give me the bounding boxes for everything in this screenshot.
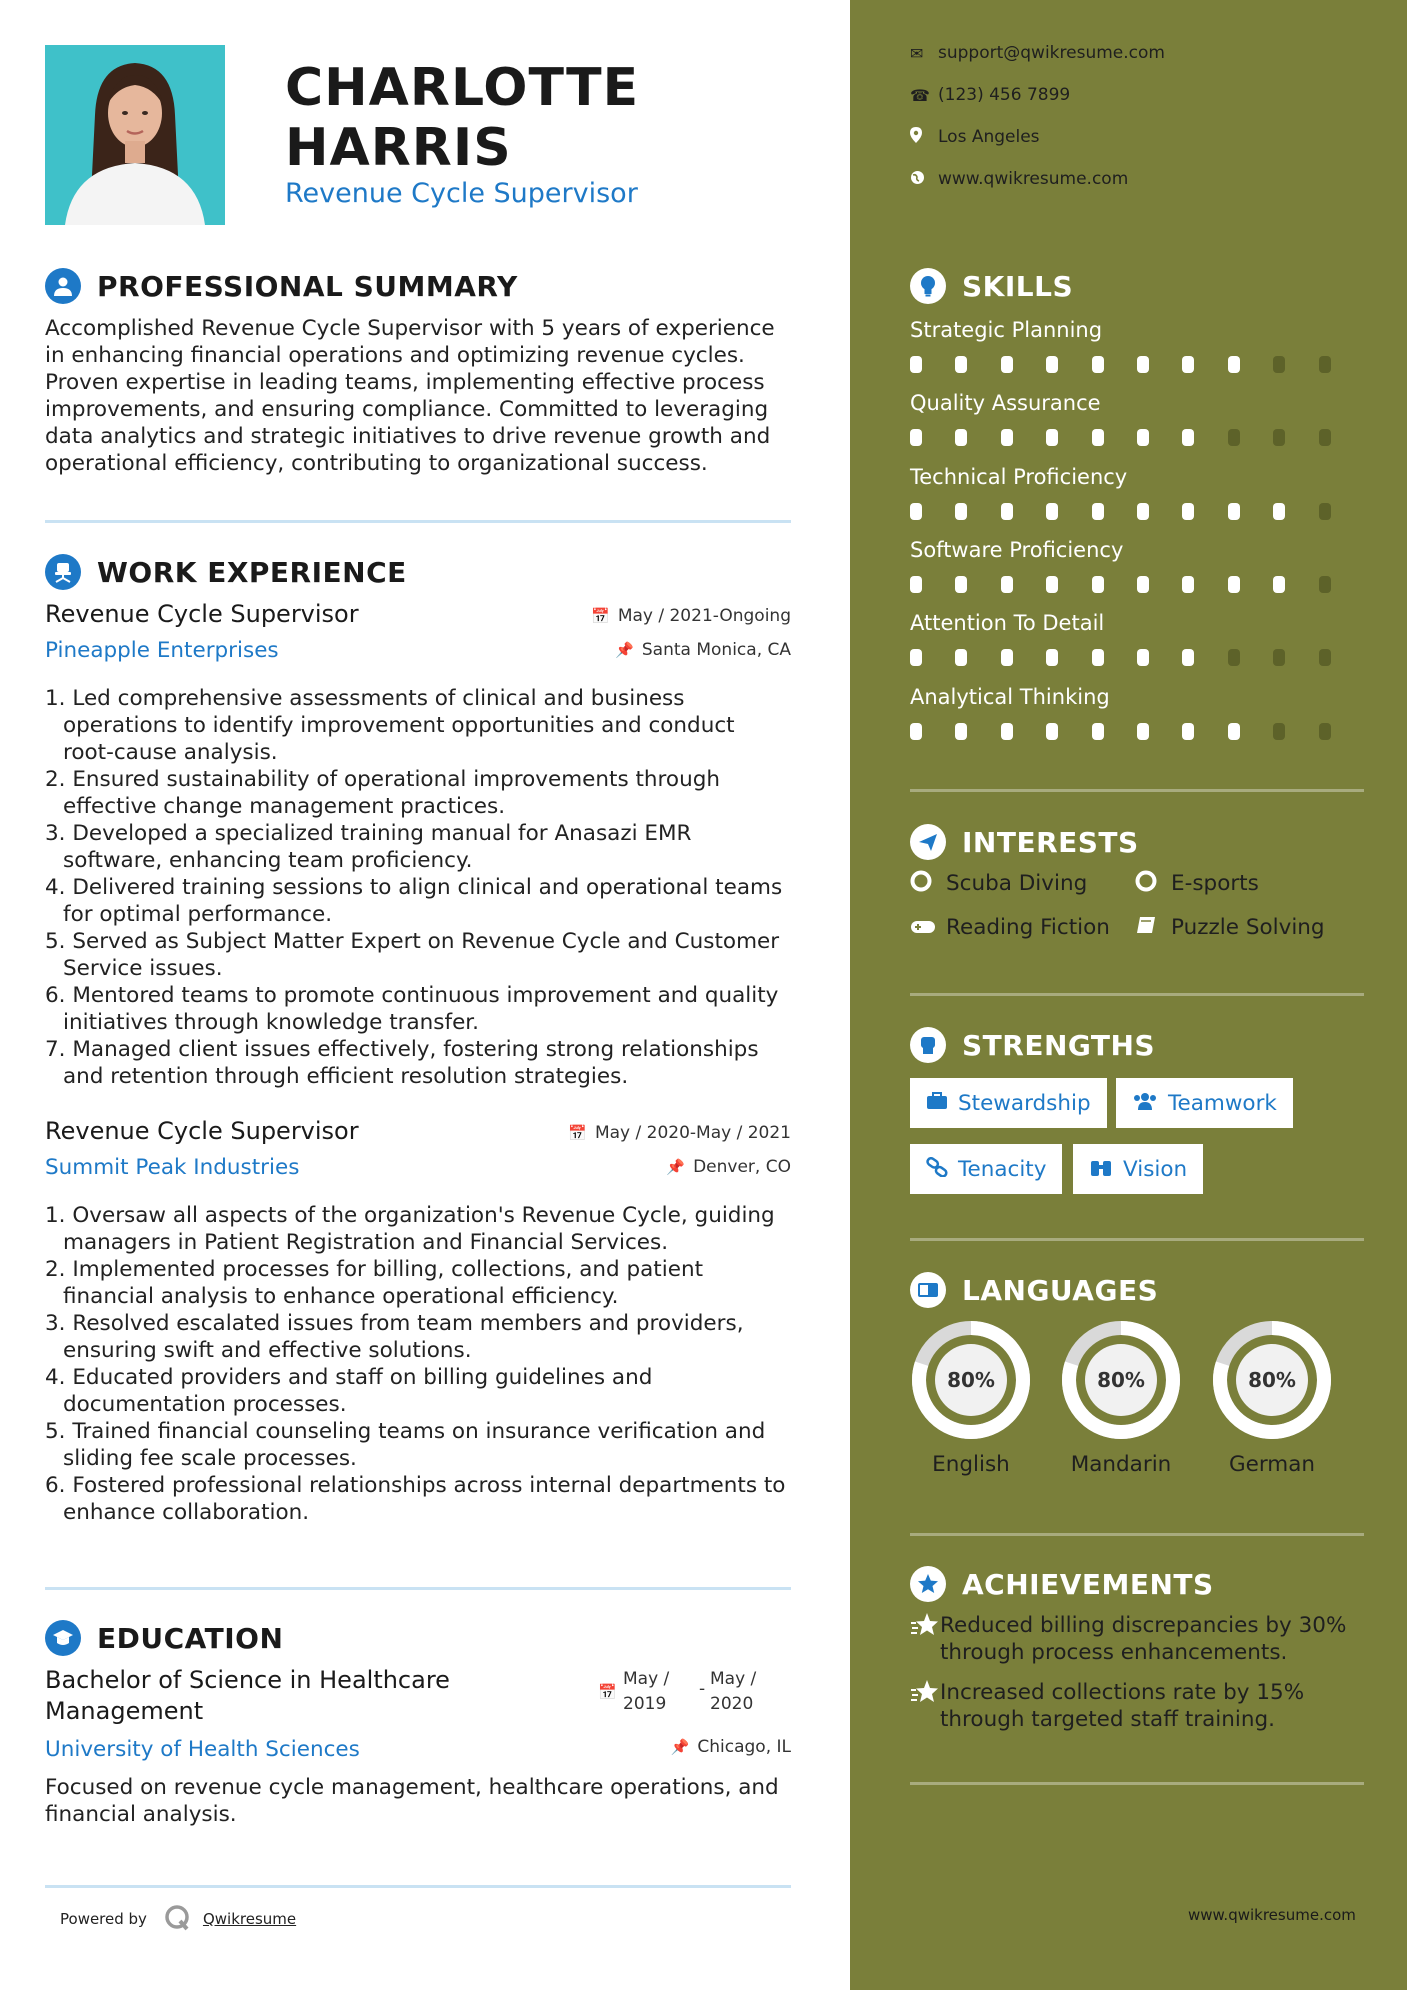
- job-location-text: Denver, CO: [693, 1157, 791, 1177]
- rating-dot-empty: [1273, 723, 1285, 740]
- job-company: Pineapple Enterprises: [45, 638, 279, 663]
- contact-website: [910, 169, 1128, 189]
- rating-dot-filled: [1092, 356, 1104, 373]
- skill-name: Technical Proficiency: [910, 465, 1128, 489]
- strength-badge: [910, 1144, 1062, 1194]
- achievement-text: Increased collections rate by 15% through targeted staff training.: [940, 1680, 1305, 1732]
- phone-icon: ☎: [910, 85, 930, 105]
- link-icon: [926, 1157, 948, 1182]
- star-icon: [910, 1612, 940, 1666]
- list-item: 3. Resolved escalated issues from team members and providers, ensuring swift and effective solutions.: [45, 1311, 744, 1363]
- rating-dot-empty: [1319, 503, 1331, 520]
- skill-row: [910, 391, 1364, 446]
- office-chair-icon: [45, 554, 81, 590]
- job-dates-text: May / 2020-May / 2021: [594, 1123, 791, 1143]
- skill-rating: [910, 503, 1364, 520]
- interest-label: Puzzle Solving: [1171, 915, 1325, 940]
- rating-dot-filled: [910, 649, 922, 666]
- skill-name: Strategic Planning: [910, 318, 1103, 342]
- school-name: University of Health Sciences: [45, 1737, 360, 1762]
- contact-location: [910, 127, 1040, 147]
- rating-dot-filled: [1001, 649, 1013, 666]
- rating-dot-filled: [1092, 649, 1104, 666]
- job-company: Summit Peak Industries: [45, 1155, 300, 1180]
- list-item: 4. Delivered training sessions to align clinical and operational teams for optimal performance.: [45, 875, 783, 927]
- skill-rating: [910, 576, 1364, 593]
- rating-dot-empty: [1228, 649, 1240, 666]
- skill-row: [910, 465, 1364, 520]
- language-percent: 80%: [1097, 1368, 1145, 1392]
- language-percent: 80%: [1248, 1368, 1296, 1392]
- calendar-icon: 📅: [591, 607, 610, 625]
- language-item: [1210, 1318, 1334, 1477]
- rating-dot-empty: [1319, 576, 1331, 593]
- divider: [45, 1587, 791, 1590]
- rating-dot-filled: [1228, 723, 1240, 740]
- rating-dot-filled: [1046, 649, 1058, 666]
- contact-email: [910, 43, 1165, 63]
- rating-dot-empty: [1319, 356, 1331, 373]
- summary-heading: [45, 268, 518, 304]
- life-ring-icon: [910, 870, 946, 897]
- rating-dot-filled: [1092, 723, 1104, 740]
- list-item: 1. Led comprehensive assessments of clinical and business operations to identify improvement opportunities and conduct root-cause analysis.: [45, 686, 735, 765]
- job-location: [615, 640, 791, 660]
- rating-dot-empty: [1273, 356, 1285, 373]
- rating-dot-filled: [1182, 356, 1194, 373]
- job-title: Revenue Cycle Supervisor: [45, 1117, 359, 1145]
- rating-dot-filled: [1001, 723, 1013, 740]
- star-badge-icon: [910, 1566, 946, 1602]
- interest-item: [910, 870, 1087, 897]
- star-icon: [910, 1679, 940, 1733]
- rating-dot-filled: [1228, 356, 1240, 373]
- rating-dot-filled: [1228, 503, 1240, 520]
- interest-item: [1135, 870, 1259, 897]
- edu-location: [671, 1737, 791, 1757]
- rating-dot-empty: [1228, 429, 1240, 446]
- interest-label: Scuba Diving: [946, 871, 1088, 896]
- languages-heading: [910, 1272, 1158, 1308]
- rating-dot-filled: [955, 356, 967, 373]
- education-description: Focused on revenue cycle management, healthcare operations, and financial analysis.: [45, 1775, 779, 1827]
- edu-end-date: [710, 1667, 756, 1717]
- graduation-cap-icon: [45, 1620, 81, 1656]
- achievement-item: [910, 1679, 1364, 1733]
- job-dates: [568, 1123, 791, 1143]
- rating-dot-filled: [1137, 576, 1149, 593]
- language-name: German: [1228, 1452, 1316, 1477]
- language-progress-ring: [909, 1318, 1033, 1442]
- rating-dot-empty: [1319, 723, 1331, 740]
- rating-dot-filled: [1182, 649, 1194, 666]
- list-item: 6. Mentored teams to promote continuous improvement and quality initiatives through knowledge transfer.: [45, 983, 779, 1035]
- divider: [910, 1238, 1364, 1241]
- rating-dot-empty: [1273, 429, 1285, 446]
- rating-dot-filled: [955, 576, 967, 593]
- strength-label: Stewardship: [958, 1090, 1091, 1116]
- divider: [910, 789, 1364, 792]
- list-item: 5. Trained financial counseling teams on insurance verification and sliding fee scale processes.: [45, 1419, 766, 1471]
- envelope-icon: ✉: [910, 43, 924, 63]
- divider: [910, 1533, 1364, 1536]
- rating-dot-filled: [1092, 503, 1104, 520]
- fist-icon: [910, 1027, 946, 1063]
- binoculars-icon: [1089, 1157, 1113, 1182]
- divider: [910, 993, 1364, 996]
- degree-line-1: Bachelor of Science in Healthcare: [45, 1666, 450, 1694]
- list-item: 1. Oversaw all aspects of the organization's Revenue Cycle, guiding managers in Patient Registration and Financial Services.: [45, 1203, 775, 1255]
- profile-photo: [45, 45, 225, 225]
- divider: [45, 520, 791, 523]
- strength-badge: [1116, 1078, 1293, 1128]
- summary-heading-text: PROFESSIONAL SUMMARY: [97, 269, 518, 303]
- edu-date-separator: -: [699, 1679, 706, 1699]
- job-dates-text: May / 2021-Ongoing: [617, 606, 791, 626]
- interests-heading: [910, 824, 1139, 860]
- rating-dot-filled: [1046, 723, 1058, 740]
- rating-dot-filled: [1273, 576, 1285, 593]
- rating-dot-filled: [955, 503, 967, 520]
- paper-plane-icon: [910, 824, 946, 860]
- skills-heading: [910, 268, 1073, 304]
- list-item: 6. Fostered professional relationships across internal departments to enhance collaboration.: [45, 1473, 786, 1525]
- rating-dot-filled: [910, 723, 922, 740]
- qwikresume-link[interactable]: Qwikresume: [202, 1910, 297, 1928]
- name-last: HARRIS: [285, 118, 512, 178]
- pin-icon: 📌: [670, 1738, 690, 1756]
- rating-dot-filled: [1137, 503, 1149, 520]
- summary-text: Accomplished Revenue Cycle Supervisor with 5 years of experience in enhancing financial operations and optimizing revenue cycles. Proven expertise in leading teams, implementing effective process improvements, and ensuring compliance. Committed to leveraging data analytics and strategic initiatives to drive revenue growth and operational efficiency, contributing to organizational success.: [45, 316, 775, 476]
- rating-dot-filled: [1137, 429, 1149, 446]
- gamepad-icon: [910, 916, 946, 940]
- rating-dot-filled: [1182, 723, 1194, 740]
- phone-text: (123) 456 7899: [938, 85, 1071, 105]
- achievement-text: Reduced billing discrepancies by 30% through process enhancements.: [940, 1613, 1347, 1665]
- degree-line-2: Management: [45, 1697, 204, 1725]
- list-item: 2. Ensured sustainability of operational improvements through effective change management practices.: [45, 767, 720, 819]
- rating-dot-filled: [1001, 429, 1013, 446]
- skill-row: [910, 318, 1364, 373]
- life-ring-icon: [1135, 870, 1171, 897]
- list-item: 5. Served as Subject Matter Expert on Revenue Cycle and Customer Service issues.: [45, 929, 780, 981]
- achievement-item: [910, 1612, 1364, 1666]
- rating-dot-filled: [910, 503, 922, 520]
- interests-heading-text: INTERESTS: [962, 825, 1139, 859]
- languages-heading-text: LANGUAGES: [962, 1273, 1159, 1307]
- interest-item: [1135, 915, 1325, 940]
- lightbulb-icon: [910, 268, 946, 304]
- rating-dot-filled: [1001, 576, 1013, 593]
- education-entry: [45, 1665, 791, 1828]
- footer-powered-by: [60, 1903, 296, 1935]
- skill-rating: [910, 723, 1364, 740]
- rating-dot-filled: [1001, 503, 1013, 520]
- job-entry: [45, 600, 791, 1090]
- language-progress-ring: [1210, 1318, 1334, 1442]
- rating-dot-empty: [1319, 429, 1331, 446]
- language-item: [1059, 1318, 1183, 1477]
- rating-dot-filled: [1137, 723, 1149, 740]
- edu-start-month: May /: [623, 1669, 670, 1689]
- candidate-name: [285, 58, 639, 178]
- footer-website[interactable]: www.qwikresume.com: [1188, 1906, 1356, 1924]
- skill-name: Attention To Detail: [910, 611, 1105, 635]
- rating-dot-filled: [1228, 576, 1240, 593]
- rating-dot-filled: [1182, 429, 1194, 446]
- strengths-heading: [910, 1027, 1155, 1063]
- rating-dot-filled: [1182, 576, 1194, 593]
- degree-title: [45, 1665, 791, 1727]
- globe-icon: [910, 170, 938, 189]
- strength-label: Vision: [1123, 1156, 1188, 1182]
- interest-item: [910, 915, 1110, 940]
- rating-dot-filled: [955, 429, 967, 446]
- edu-start-date: [623, 1667, 669, 1717]
- experience-heading-text: WORK EXPERIENCE: [97, 555, 407, 589]
- rating-dot-filled: [1046, 503, 1058, 520]
- rating-dot-empty: [1273, 649, 1285, 666]
- contact-phone: [910, 85, 1070, 105]
- education-heading-text: EDUCATION: [97, 1621, 284, 1655]
- skill-rating: [910, 356, 1364, 373]
- job-bullets: [45, 1202, 791, 1526]
- strength-label: Tenacity: [958, 1156, 1047, 1182]
- list-item: 2. Implemented processes for billing, collections, and patient financial analysis to enhance operational efficiency.: [45, 1257, 703, 1309]
- person-illustration: [45, 45, 225, 225]
- skill-row: [910, 611, 1364, 666]
- rating-dot-filled: [910, 576, 922, 593]
- interest-label: Reading Fiction: [946, 915, 1110, 940]
- pin-icon: 📌: [615, 641, 634, 659]
- powered-by-text: Powered by: [60, 1910, 147, 1928]
- rating-dot-filled: [1046, 356, 1058, 373]
- skill-rating: [910, 429, 1364, 446]
- education-heading: [45, 1620, 283, 1656]
- skill-row: [910, 685, 1364, 740]
- rating-dot-filled: [1092, 429, 1104, 446]
- list-item: 3. Developed a specialized training manual for Anasazi EMR software, enhancing team proficiency.: [45, 821, 692, 873]
- qwikresume-logo-icon: [163, 1903, 191, 1935]
- strength-label: Teamwork: [1168, 1090, 1277, 1116]
- book-icon: [1135, 915, 1171, 940]
- language-item: [909, 1318, 1033, 1477]
- job-title: Revenue Cycle Supervisor: [45, 600, 359, 628]
- skill-rating: [910, 649, 1364, 666]
- skill-name: Analytical Thinking: [910, 685, 1110, 709]
- interest-label: E-sports: [1171, 871, 1259, 896]
- pin-icon: 📌: [666, 1158, 686, 1176]
- skill-row: [910, 538, 1364, 593]
- list-item: 7. Managed client issues effectively, fostering strong relationships and retention through efficient resolution strategies.: [45, 1037, 759, 1089]
- email-text[interactable]: support@qwikresume.com: [938, 43, 1165, 63]
- strength-badge: [910, 1078, 1107, 1128]
- edu-location-text: Chicago, IL: [697, 1737, 791, 1757]
- job-location: [666, 1157, 791, 1177]
- rating-dot-filled: [955, 649, 967, 666]
- rating-dot-empty: [1319, 649, 1331, 666]
- divider: [45, 1885, 791, 1888]
- job-location-text: Santa Monica, CA: [641, 640, 791, 660]
- language-progress-ring: [1059, 1318, 1183, 1442]
- language-name: English: [932, 1452, 1010, 1477]
- skill-name: Quality Assurance: [910, 391, 1101, 415]
- rating-dot-filled: [1046, 576, 1058, 593]
- rating-dot-filled: [1001, 356, 1013, 373]
- skill-name: Software Proficiency: [910, 538, 1124, 562]
- job-dates: [591, 606, 791, 626]
- rating-dot-filled: [1182, 503, 1194, 520]
- strength-badge: [1073, 1144, 1203, 1194]
- achievements-heading: [910, 1566, 1214, 1602]
- rating-dot-filled: [910, 356, 922, 373]
- edu-end-month: May /: [710, 1669, 757, 1689]
- briefcase-icon: [926, 1091, 948, 1115]
- users-icon: [1132, 1091, 1158, 1115]
- divider: [910, 1782, 1364, 1785]
- job-entry: [45, 1117, 791, 1526]
- map-marker-icon: [910, 127, 938, 147]
- name-first: CHARLOTTE: [285, 58, 640, 118]
- skills-heading-text: SKILLS: [962, 269, 1074, 303]
- rating-dot-filled: [1092, 576, 1104, 593]
- calendar-icon: 📅: [598, 1683, 617, 1701]
- rating-dot-filled: [910, 429, 922, 446]
- rating-dot-filled: [955, 723, 967, 740]
- rating-dot-filled: [1046, 429, 1058, 446]
- user-icon: [45, 268, 81, 304]
- calendar-icon: 📅: [568, 1124, 587, 1142]
- strengths-heading-text: STRENGTHS: [962, 1028, 1156, 1062]
- location-text: Los Angeles: [938, 127, 1040, 147]
- edu-end-year: 2020: [710, 1694, 754, 1714]
- rating-dot-filled: [1273, 503, 1285, 520]
- website-text[interactable]: www.qwikresume.com: [938, 169, 1129, 189]
- rating-dot-filled: [1137, 356, 1149, 373]
- candidate-title: Revenue Cycle Supervisor: [285, 178, 638, 209]
- list-item: 4. Educated providers and staff on billing guidelines and documentation processes.: [45, 1365, 653, 1417]
- rating-dot-filled: [1137, 649, 1149, 666]
- achievements-heading-text: ACHIEVEMENTS: [962, 1567, 1214, 1601]
- language-percent: 80%: [947, 1368, 995, 1392]
- edu-start-year: 2019: [623, 1694, 667, 1714]
- experience-heading: [45, 554, 407, 590]
- language-icon: [910, 1272, 946, 1308]
- job-bullets: [45, 685, 791, 1090]
- language-name: Mandarin: [1070, 1452, 1172, 1477]
